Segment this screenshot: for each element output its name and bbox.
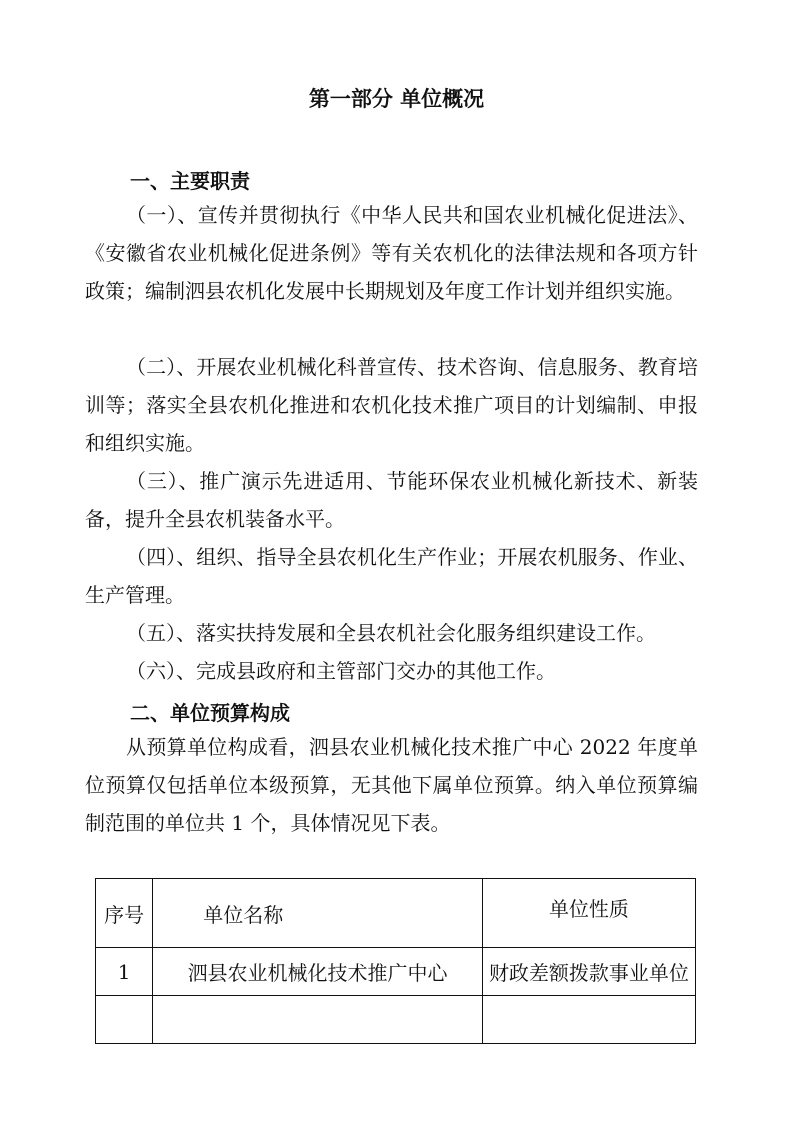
- budget-composition-paragraph: [85, 728, 698, 842]
- page-title: 第一部分 单位概况: [308, 87, 485, 111]
- duty-item-1-text: （一）、宣传并贯彻执行《中华人民共和国农业机械化促进法》、《安徽省农业机械化促进条例》等有关农机化的法律法规和各项方针政策；编制泗县农机化发展中长期规划及年度工作计划并组织实施。: [85, 203, 698, 303]
- header-unit-name: 单位名称: [153, 879, 483, 948]
- cell-unit-name: [153, 996, 483, 1044]
- table-row: [96, 948, 696, 996]
- duty-item-3-text: （三）、推广演示先进适用、节能环保农业机械化新技术、新装备，提升全县农机装备水平。: [85, 469, 698, 531]
- cell-unit-type: [482, 996, 695, 1044]
- duty-item-5: [85, 614, 698, 652]
- section-heading-budget-composition: 二、单位预算构成: [130, 701, 290, 725]
- duty-item-4-text: （四）、组织、指导全县农机化生产作业；开展农机服务、作业、生产管理。: [85, 545, 698, 607]
- cell-unit-name: 泗县农业机械化技术推广中心: [153, 948, 483, 996]
- budget-units-table: [95, 878, 696, 1044]
- section-heading-duties: 一、主要职责: [130, 169, 250, 193]
- duty-item-6: [85, 652, 698, 690]
- duty-item-5-text: （五）、落实扶持发展和全县农机社会化服务组织建设工作。: [126, 621, 656, 645]
- header-index: 序号: [96, 879, 153, 948]
- cell-index: 1: [96, 948, 153, 996]
- duty-item-4: [85, 538, 698, 614]
- duty-item-1: [85, 196, 698, 310]
- duty-item-6-text: （六）、完成县政府和主管部门交办的其他工作。: [126, 659, 556, 683]
- cell-index: [96, 996, 153, 1044]
- table-header-row: [96, 879, 696, 948]
- duty-item-2: [85, 348, 698, 462]
- cell-unit-type: 财政差额拨款事业单位: [482, 948, 695, 996]
- table-row: [96, 996, 696, 1044]
- duty-item-3: [85, 462, 698, 538]
- budget-composition-text: 从预算单位构成看，泗县农业机械化技术推广中心 2022 年度单位预算仅包括单位本级预算，无其他下属单位预算。纳入单位预算编制范围的单位共 1 个，具体情况见下表。: [85, 735, 698, 835]
- header-unit-type: 单位性质: [482, 879, 695, 948]
- duty-item-2-text: （二）、开展农业机械化科普宣传、技术咨询、信息服务、教育培训等；落实全县农机化推进和农机化技术推广项目的计划编制、申报和组织实施。: [85, 355, 698, 455]
